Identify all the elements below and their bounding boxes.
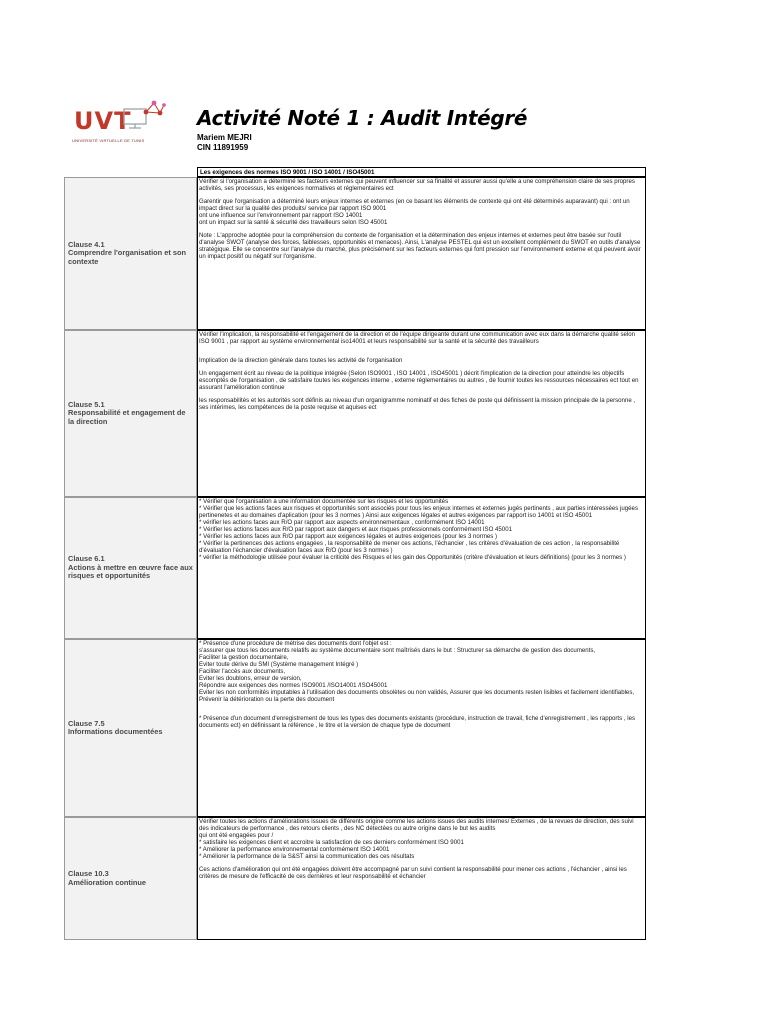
- content-paragraph: Vérifier l'implication, la responsabilité et l'engagement de la direction et de l'équipe dirigeante durant une communication avec eux dans la démarche qualité selon ISO 9001 , par rapport au système environnemental iso14001 et leurs responsabilité sur la santé et la sécurité des travailleurs: [199, 331, 636, 345]
- uvt-logo: [72, 95, 170, 151]
- document-title: Activité Noté 1 : Audit Intégré: [197, 106, 528, 130]
- content-paragraph: Un engagement écrit au niveau de la politique intégrée (Selon ISO9001 , ISO 14001 , ISO45001 ) décrit l'implication de la direction pour atteindre les objectifs escomptés de l'organisation , de satisfaire toutes les exigences interne , externe réglementaires ou autres , de fournir toutes les ressources nécessaires ect tout en assurant l'amélioration continue: [199, 370, 639, 391]
- content-paragraph: Note : L'approche adoptée pour la compréhension du contexte de l'organisation et la détermination des enjeux internes et externes peut être basée sur l'outil d'analyse SWOT (analyse des forces, faiblesses, opportunités et menaces). Ainsi, L'analyse PESTEL qui est un excellent complément du SWOT en outils d'analyse stratégique. Elle se concentre sur l'analyse du marché, plus précisément sur les facteurs externes qui font pression sur l'environnement externe et qui peuvent avoir un impact positif ou négatif sur l'organisme.: [199, 232, 641, 260]
- content-paragraph: * Présence d'une procédure de métrise des documents dont l'objet est : s'assurer que tous les documents relatifs au système documentaire sont maîtrisés dans le but : Structurer sa démarche de gestion des documents, Faciliter la gestion documentaire, Eviter toute dérive du SMI (Système management Intégré ) Faciliter l'accès aux documents, Eviter les doublons, erreur de version, Répondre aux exigences des normes ISO9001 /ISO14001 /ISO45001 Eviter les non conformités imputables à l'utilisation des documents obsolètes ou non validés, Assurer que les documents resten lisibles et facilement identifiables, Prévenir la détérioration ou la perte des document: [199, 640, 635, 703]
- author-cin: CIN 11891959: [197, 143, 249, 152]
- table-column-header: Les exigences des normes ISO 9001 / ISO 14001 / ISO45001: [197, 167, 646, 177]
- clause-label: Clause 4.1 Comprendre l'organisation et son contexte: [64, 177, 197, 330]
- clause-content: [197, 177, 646, 330]
- clause-label: Clause 7.5 Informations documentées: [64, 639, 197, 817]
- table-row-clause-6-1: [64, 497, 646, 639]
- clause-content: [197, 497, 646, 639]
- content-paragraph: Vérifier si l'organisation a déterminé les facteurs externes qui peuvent influencer sur sa finalité et assurer aussi qu'elle a une compréhension claire de ses propres activités, ses processus, les exigences normatives et réglementaires ect: [199, 178, 635, 192]
- clause-label: Clause 10.3 Amélioration continue: [64, 817, 197, 940]
- content-paragraph: Implication de la direction générale dans toutes les activité de l'organisation: [199, 357, 403, 364]
- content-paragraph: * Présence d'un document d'enregistrement de tous les types des documents existants (procédure, instruction de travail, fiche d'enregistrement , les rapports , les documents ect) en définissant la référence , le titre et la version de chaque type de document: [199, 715, 636, 729]
- table-row-clause-4-1: [64, 177, 646, 330]
- author-block: [197, 133, 252, 153]
- clause-content: [197, 817, 646, 940]
- requirements-table: [64, 167, 646, 940]
- clause-content: [197, 330, 646, 497]
- content-paragraph: Ces actions d'amélioration qui ont été engagées doivent être accompagné par un suivi contient la responsabilité pour mener ces actions , l'échancier , ainsi les critères de mesure de l'efficacité de ces dernières et leur responsabilité et échancier: [199, 866, 627, 880]
- content-paragraph: Vérifier toutes les actions d'améliorations issues de différents origine comme les actions issues des audits internes/ Externes , de la revues de direction, des suivi des indicateurs de performance , des retours clients , des NC détectées ou autre origine dans le but les audits qui ont été engagées pour / * satisfaire les exigences client et accroitre la satisfaction de ces derniers conformément ISO 9001 * Améliorer la performance environnemental conformément ISO 14001 * Améliorer la performance de la S&ST ainsi la communication des ces résultats: [199, 818, 634, 860]
- clause-label: Clause 6.1 Actions à mettre en œuvre face aux risques et opportunités: [64, 497, 197, 639]
- content-paragraph: les responsabilités et les autorités sont définis au niveau d'un organigramme nominatif et des fiches de poste qui définissent la mission principale de la personne , ses intérimes, les compétences de la poste requise et aquises ect: [199, 397, 636, 411]
- author-name: Mariem MEJRI: [197, 133, 252, 142]
- clause-content: [197, 639, 646, 817]
- table-row-clause-7-5: [64, 639, 646, 817]
- logo-tagline: UNIVERSITÉ VIRTUELLE DE TUNIS: [72, 138, 145, 143]
- table-row-clause-5-1: [64, 330, 646, 497]
- table-row-clause-10-3: [64, 817, 646, 940]
- content-paragraph: Garentir que l'organisation a déterminé leurs enjeux internes et externes (en ce basant les éléments de contexte qui ont été déterminés auparavant) qui : ont un impact direct sur la qualité des produits/ service par rapport ISO 9001 ont une influence sur l'environnement par rapport ISO 14001 ont un impact sur la santé & sécurité des travailleurs selon ISO 45001: [199, 198, 630, 226]
- clause-label: Clause 5.1 Responsabilité et engagement de la direction: [64, 330, 197, 497]
- content-paragraph: * Vérifier que l'organisation a une information documentée sur les risques et les opportunités * Vérifier que les actions faces aux risques et opportunités sont associés pour tous les enjeux internes et externes jugés pertinents , aux parties intéressées jugées pertinenetes et au domaines d'aplication (pour les 3 normes ) Ainsi aux exigences légales et autres exigences par rapport iso 14001 et ISO 45001 * vérifier les actions faces aux R/O par rapport aux aspects environnementaux , conformément ISO 14001 * Vérifier les actions faces aux R/O par rapport aux dangers et aux risques professionnels conformément ISO 45001 * Vérifier les actions faces aux R/O par rapport aux exigences légales et autres exigences (pour les 3 normes ) * Vérifier la pertinences des actions engagées , la responsabilité de mener ces actions, l'échancier , les critères d'évaluation de ces action , la responsabilité d'évaluation l'échancier d'évaluation faces aux R/O (pour les 3 normes ) * vérifier la méthodologie utilisée pour évaluer la criticité des Risques et les gain des Opportunités (critère d'évaluation et leurs définitions) (pour les 3 normes ): [199, 498, 638, 561]
- logo-network-graphic: [116, 95, 168, 135]
- logo-name: UVT: [74, 107, 132, 135]
